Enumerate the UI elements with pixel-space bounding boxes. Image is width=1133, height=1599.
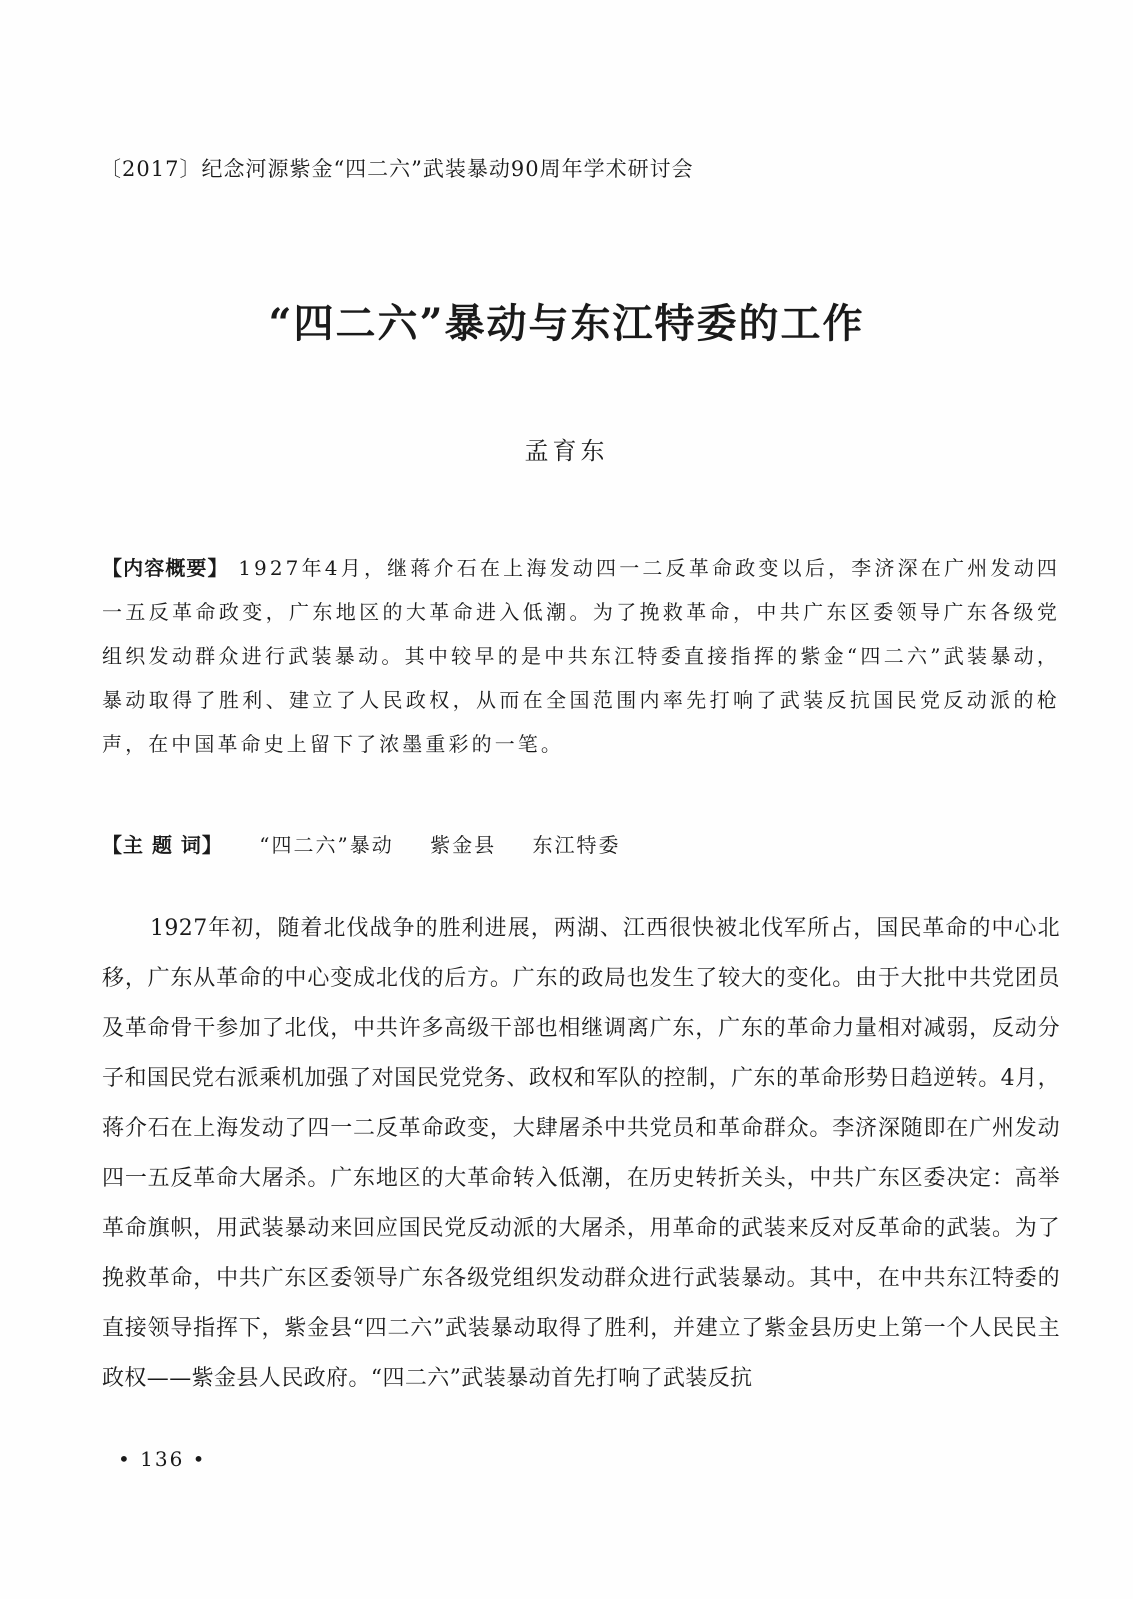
author-name: 孟育东 bbox=[524, 437, 609, 465]
abstract bbox=[102, 546, 1060, 766]
keyword-item: “四二六”暴动 bbox=[259, 833, 394, 857]
running-head: 〔2017〕纪念河源紫金“四二六”武装暴动90周年学术研讨会 bbox=[100, 157, 694, 181]
body-paragraph: 1927年初，随着北伐战争的胜利进展，两湖、江西很快被北伐军所占，国民革命的中心北移，广东从革命的中心变成北伐的后方。广东的政局也发生了较大的变化。由于大批中共党团员及革命骨干参加了北伐，中共许多高级干部也相继调离广东，广东的革命力量相对减弱，反动分子和国民党右派乘机加强了对国民党党务、政权和军队的控制，广东的革命形势日趋逆转。4月，蒋介石在上海发动了四一二反革命政变，大肆屠杀中共党员和革命群众。李济深随即在广州发动四一五反革命大屠杀。广东地区的大革命转入低潮，在历史转折关头，中共广东区委决定：高举革命旗帜，用武装暴动来回应国民党反动派的大屠杀，用革命的武装来反对反革命的武装。为了挽救革命，中共广东区委领导广东各级党组织发动群众进行武装暴动。其中，在中共东江特委的直接领导指挥下，紫金县“四二六”武装暴动取得了胜利，并建立了紫金县历史上第一个人民民主政权——紫金县人民政府。“四二六”武装暴动首先打响了武装反抗 bbox=[102, 916, 1060, 1391]
abstract-label: 【内容概要】 bbox=[102, 556, 229, 580]
keyword-item: 东江特委 bbox=[532, 833, 621, 857]
keywords bbox=[102, 829, 620, 858]
keyword-item: 紫金县 bbox=[430, 833, 497, 857]
keywords-label: 【主 题 词】 bbox=[102, 833, 223, 857]
page-number: • 136 • bbox=[118, 1447, 207, 1471]
article-title: “四二六”暴动与东江特委的工作 bbox=[268, 300, 865, 347]
abstract-text: 1927年4月，继蒋介石在上海发动四一二反革命政变以后，李济深在广州发动四一五反革命政变，广东地区的大革命进入低潮。为了挽救革命，中共广东区委领导广东各级党组织发动群众进行武装暴动。其中较早的是中共东江特委直接指挥的紫金“四二六”武装暴动，暴动取得了胜利、建立了人民政权，从而在全国范围内率先打响了武装反抗国民党反动派的枪声，在中国革命史上留下了浓墨重彩的一笔。 bbox=[102, 556, 1060, 756]
